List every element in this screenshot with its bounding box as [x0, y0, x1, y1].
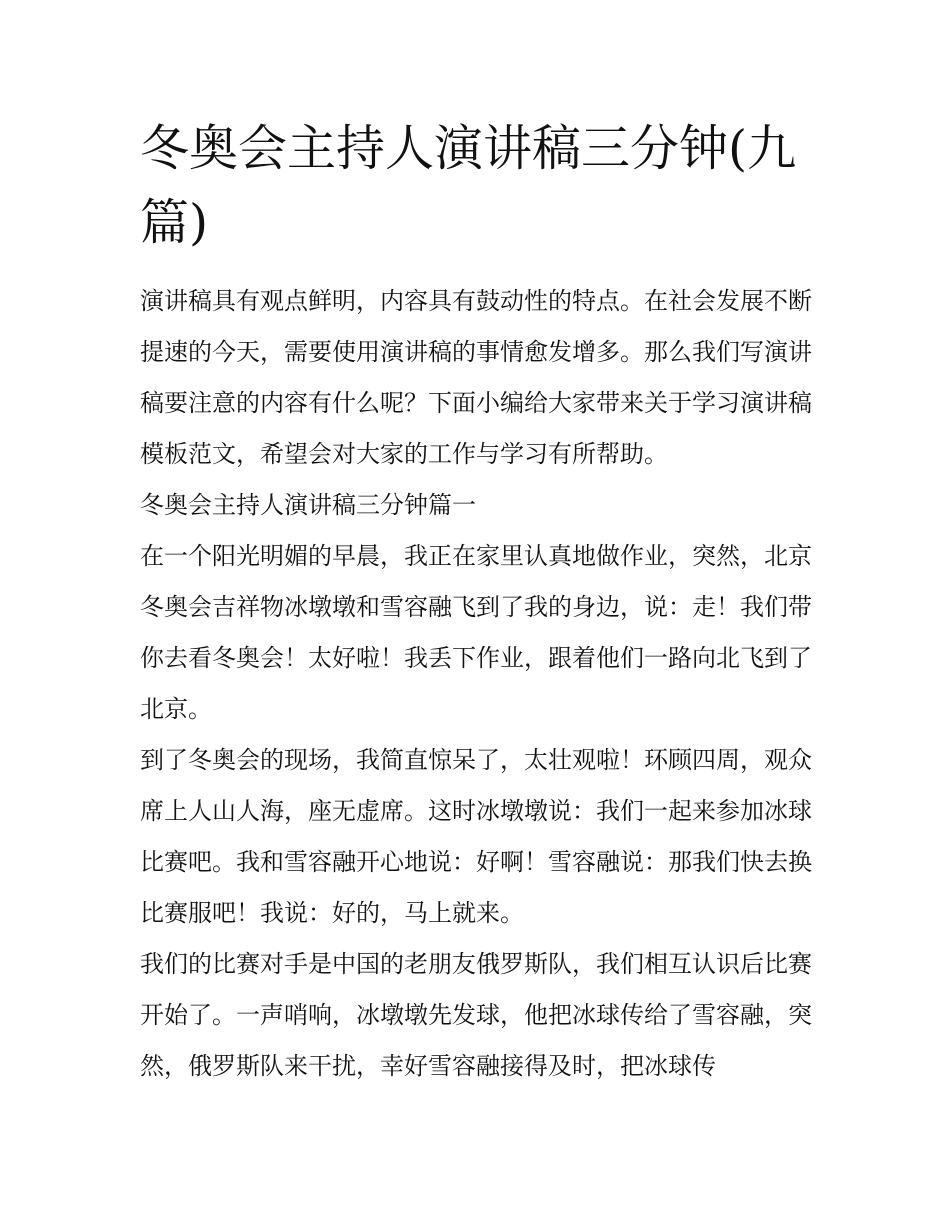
body-paragraph: 在一个阳光明媚的早晨，我正在家里认真地做作业，突然，北京冬奥会吉祥物冰墩墩和雪容融飞到了我的身边，说：走！我们带你去看冬奥会！太好啦！我丢下作业，跟着他们一路向北飞到了北京。 — [140, 542, 812, 723]
document-title: 冬奥会主持人演讲稿三分钟(九篇) — [140, 120, 797, 251]
body-paragraph: 我们的比赛对手是中国的老朋友俄罗斯队，我们相互认识后比赛开始了。一声哨响，冰墩墩先发球，他把冰球传给了雪容融，突然，俄罗斯队来干扰，幸好雪容融接得及时，把冰球传 — [140, 950, 812, 1080]
intro-paragraph: 演讲稿具有观点鲜明，内容具有鼓动性的特点。在社会发展不断提速的今天，需要使用演讲稿的事情愈发增多。那么我们写演讲稿要注意的内容有什么呢？下面小编给大家带来关于学习演讲稿模板范文，希望会对大家的工作与学习有所帮助。 — [140, 287, 812, 468]
document-body — [140, 276, 820, 1092]
body-paragraph: 到了冬奥会的现场，我简直惊呆了，太壮观啦！环顾四周，观众席上人山人海，座无虚席。这时冰墩墩说：我们一起来参加冰球比赛吧。我和雪容融开心地说：好啊！雪容融说：那我们快去换比赛服吧！我说：好的，马上就来。 — [140, 746, 812, 927]
section-heading: 冬奥会主持人演讲稿三分钟篇一 — [140, 491, 476, 519]
